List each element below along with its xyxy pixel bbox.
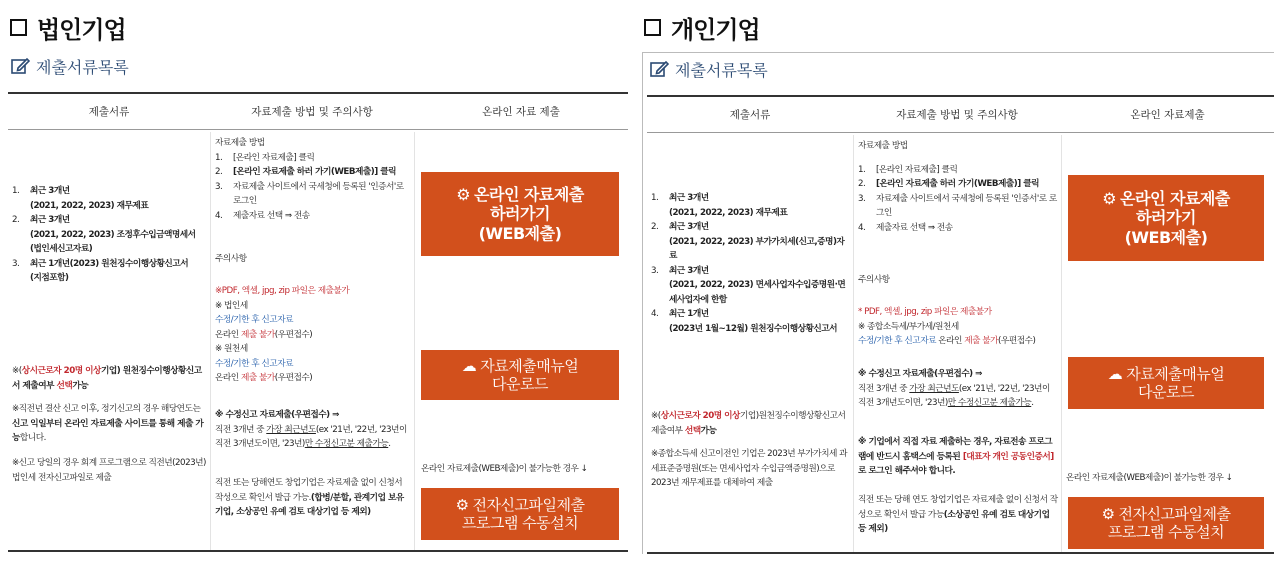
startup-note: 직전 또는 당해연도 창업기업은 자료제출 없이 신청서 작성으로 확인서 발급 가능.(합병/분할, 관계기업 보유기업, 소상공인 유예 검토 대상기업 등 제외) xyxy=(215,478,404,517)
list-item: 1. [온라인 자료제출] 클릭 xyxy=(215,152,315,163)
method-block xyxy=(215,136,411,223)
doc-note-filing-day: ※신고 당일의 경우 회계 프로그램으로 직전년(2023년) 법인세 전자신고파일로 제출 xyxy=(12,458,206,483)
documents-column xyxy=(647,135,853,552)
individual-panel xyxy=(642,52,1274,554)
manual-download-button[interactable]: ☁ 자료제출매뉴얼 다운로드 xyxy=(421,350,619,400)
header-documents: 제출서류 xyxy=(729,109,771,121)
list-item: 2. 최근 3개년 (2021, 2022, 2023) 조정후수입금액명세서(법인세신고자료) xyxy=(12,215,196,254)
amend-block: ※ 수정신고 자료제출(우편접수) ⇒ 직전 3개년 중 가장 최근년도(ex '21년, '22년, '23년이 직전 3개년도이면, '23년)만 수정신고분 제출가능. xyxy=(858,369,1050,408)
amend-label: 수정/기한 후 신고자료 xyxy=(215,358,293,369)
list-title xyxy=(6,52,628,80)
online-unavailable: 온라인 제출 불가(우편접수) xyxy=(215,373,313,383)
edit-icon xyxy=(10,56,30,76)
documents-table xyxy=(8,92,628,552)
list-item: 1. 최근 3개년 (2021, 2022, 2023) 재무제표 xyxy=(12,186,149,211)
amend-block: ※ 수정신고 자료제출(우편접수) ⇒ 직전 3개년 중 가장 최근년도(ex '21년, '22년, '23년이 직전 3개년도이면, '23년)만 수정신고분 제출가능. xyxy=(215,410,407,449)
gear-icon: ⚙ xyxy=(455,496,469,514)
web-submit-button[interactable]: ⚙ 온라인 자료제출 하러가기 (WEB제출) xyxy=(1068,175,1264,261)
amend-label: 수정/기한 후 신고자료 xyxy=(215,315,293,325)
caution-title: 주의사항 xyxy=(215,254,247,264)
corporate-panel xyxy=(6,52,628,552)
list-item: 4. 최근 1개년 (2023년 1월~12월) 원천징수이행상황신고서 xyxy=(651,309,838,334)
list-item: 2. 최근 3개년 (2021, 2022, 2023) 부가가치세(신고,증명)자료 xyxy=(651,222,845,261)
list-item: 2. [온라인 자료제출 하러 가기(WEB제출)] 클릭 xyxy=(215,167,397,177)
heading-label: 법인기업 xyxy=(37,16,126,44)
direct-submit-note: ※ 기업에서 직접 자료 제출하는 경우, 자료전송 프로그램에 반드시 홈택스에 등록된 [대표자 개인 공동인증서]로 로그인 해주셔야 합니다. xyxy=(858,437,1054,476)
table-body xyxy=(8,132,628,552)
list-title-label: 제출서류목록 xyxy=(675,60,768,80)
checkbox-square-icon xyxy=(10,19,27,36)
header-method: 자료제출 방법 및 주의사항 xyxy=(896,109,1018,121)
heading-label: 개인기업 xyxy=(671,16,760,44)
caution-pdf: * PDF, 엑셀, jpg, zip 파일은 제출불가 xyxy=(858,307,992,317)
list-item: 4. 제출자료 선택 ⇒ 전송 xyxy=(215,210,310,221)
online-unavailable: 온라인 제출 불가(우편접수) xyxy=(215,329,313,340)
section-heading-individual xyxy=(644,10,760,45)
tax-note: ※ 종합소득세/부가세/원천세 xyxy=(858,321,959,332)
list-item: 4. 제출자료 선택 ⇒ 전송 xyxy=(858,222,953,233)
caution-title: 주의사항 xyxy=(858,275,890,285)
online-unavailable: 수정/기한 후 신고자료 온라인 제출 불가(우편접수) xyxy=(858,336,1036,346)
doc-note-settlement: ※직전년 결산 신고 이후, 정기신고의 경우 해당연도는 신고 익일부터 온라인 자료제출 사이트를 통해 제출 가능합니다. xyxy=(12,404,204,443)
web-submit-button[interactable]: ⚙ 온라인 자료제출 하러가기 (WEB제출) xyxy=(421,172,619,256)
startup-note: 직전 또는 당해 연도 창업기업은 자료제출 없이 신청서 작성으로 확인서 발급 가능(소상공인 유예 검토 대상기업 등 제외) xyxy=(858,495,1058,534)
header-online: 온라인 자료 제출 xyxy=(482,106,560,118)
unavailable-note: 온라인 자료제출(WEB제출)이 불가능한 경우 ↓ xyxy=(1066,473,1233,483)
caution-block xyxy=(858,305,1058,349)
manual-install-button[interactable]: ⚙ 전자신고파일제출 프로그램 수동설치 xyxy=(1068,497,1264,549)
list-title xyxy=(643,55,1274,83)
doc-note-workers: ※(상시근로자 20명 이상기업)원천징수이행상황신고서 제출여부 선택가능 xyxy=(651,411,846,436)
document-list xyxy=(651,191,849,336)
documents-table xyxy=(647,95,1274,554)
checkbox-square-icon xyxy=(644,19,661,36)
step-list xyxy=(858,163,1058,236)
withholding-label: ※ 원천세 xyxy=(215,344,248,354)
method-block xyxy=(858,139,1058,235)
unavailable-note: 온라인 자료제출(WEB제출)이 불가능한 경우 ↓ xyxy=(421,464,588,474)
doc-note-workers: ※(상시근로자 20명 이상기업) 원천징수이행상황신고서 제출여부 선택가능 xyxy=(12,366,202,391)
method-title: 자료제출 방법 xyxy=(858,141,908,151)
method-column xyxy=(210,132,414,550)
caution-block xyxy=(215,284,411,386)
table-header xyxy=(647,97,1274,133)
caution-pdf: ※PDF, 엑셀, jpg, zip 파일은 제출불가 xyxy=(215,286,350,296)
list-item: 1. 최근 3개년 (2021, 2022, 2023) 재무제표 xyxy=(651,193,788,218)
list-item: 3. 자료제출 사이트에서 국세청에 등록된 '인증서'로 로그인 xyxy=(215,181,404,206)
corp-tax-label: ※ 법인세 xyxy=(215,300,248,311)
list-title-label: 제출서류목록 xyxy=(36,57,129,77)
header-online: 온라인 자료제출 xyxy=(1130,109,1205,121)
table-header xyxy=(8,94,628,130)
gear-icon: ⚙ xyxy=(1102,189,1117,209)
edit-icon xyxy=(649,59,669,79)
manual-install-button[interactable]: ⚙ 전자신고파일제출 프로그램 수동설치 xyxy=(421,488,619,540)
cloud-download-icon: ☁ xyxy=(1107,365,1123,383)
online-column xyxy=(414,132,628,550)
table-body xyxy=(647,135,1274,554)
doc-note-income-tax: ※종합소득세 신고이전인 기업은 2023년 부가가치세 과세표준증명원(또는 면세사업자 수입금액증명원)으로 2023년 재무제표를 대체하여 제출 xyxy=(651,449,848,488)
header-documents: 제출서류 xyxy=(88,106,130,118)
step-list xyxy=(215,151,411,224)
document-list xyxy=(12,184,206,286)
gear-icon: ⚙ xyxy=(1101,505,1115,523)
list-item: 2. [온라인 자료제출 하러 가기(WEB제출)] 클릭 xyxy=(858,179,1040,189)
documents-column xyxy=(8,132,210,550)
manual-download-button[interactable]: ☁ 자료제출매뉴얼 다운로드 xyxy=(1068,357,1264,409)
method-title: 자료제출 방법 xyxy=(215,138,265,148)
method-column xyxy=(853,135,1061,552)
online-column xyxy=(1061,135,1274,552)
list-item: 3. 자료제출 사이트에서 국세청에 등록된 '인증서'로 로그인 xyxy=(858,193,1057,218)
section-heading-corporate xyxy=(10,10,126,45)
list-item: 1. [온라인 자료제출] 클릭 xyxy=(858,164,958,175)
header-method: 자료제출 방법 및 주의사항 xyxy=(251,106,373,118)
cloud-download-icon: ☁ xyxy=(461,357,477,375)
list-item: 3. 최근 3개년 (2021, 2022, 2023) 면세사업자수입증명원·면세사업자에 한함 xyxy=(651,265,846,305)
list-item: 3. 최근 1개년(2023) 원천징수이행상황신고서 (지점포함) xyxy=(12,258,189,283)
gear-icon: ⚙ xyxy=(456,185,471,205)
